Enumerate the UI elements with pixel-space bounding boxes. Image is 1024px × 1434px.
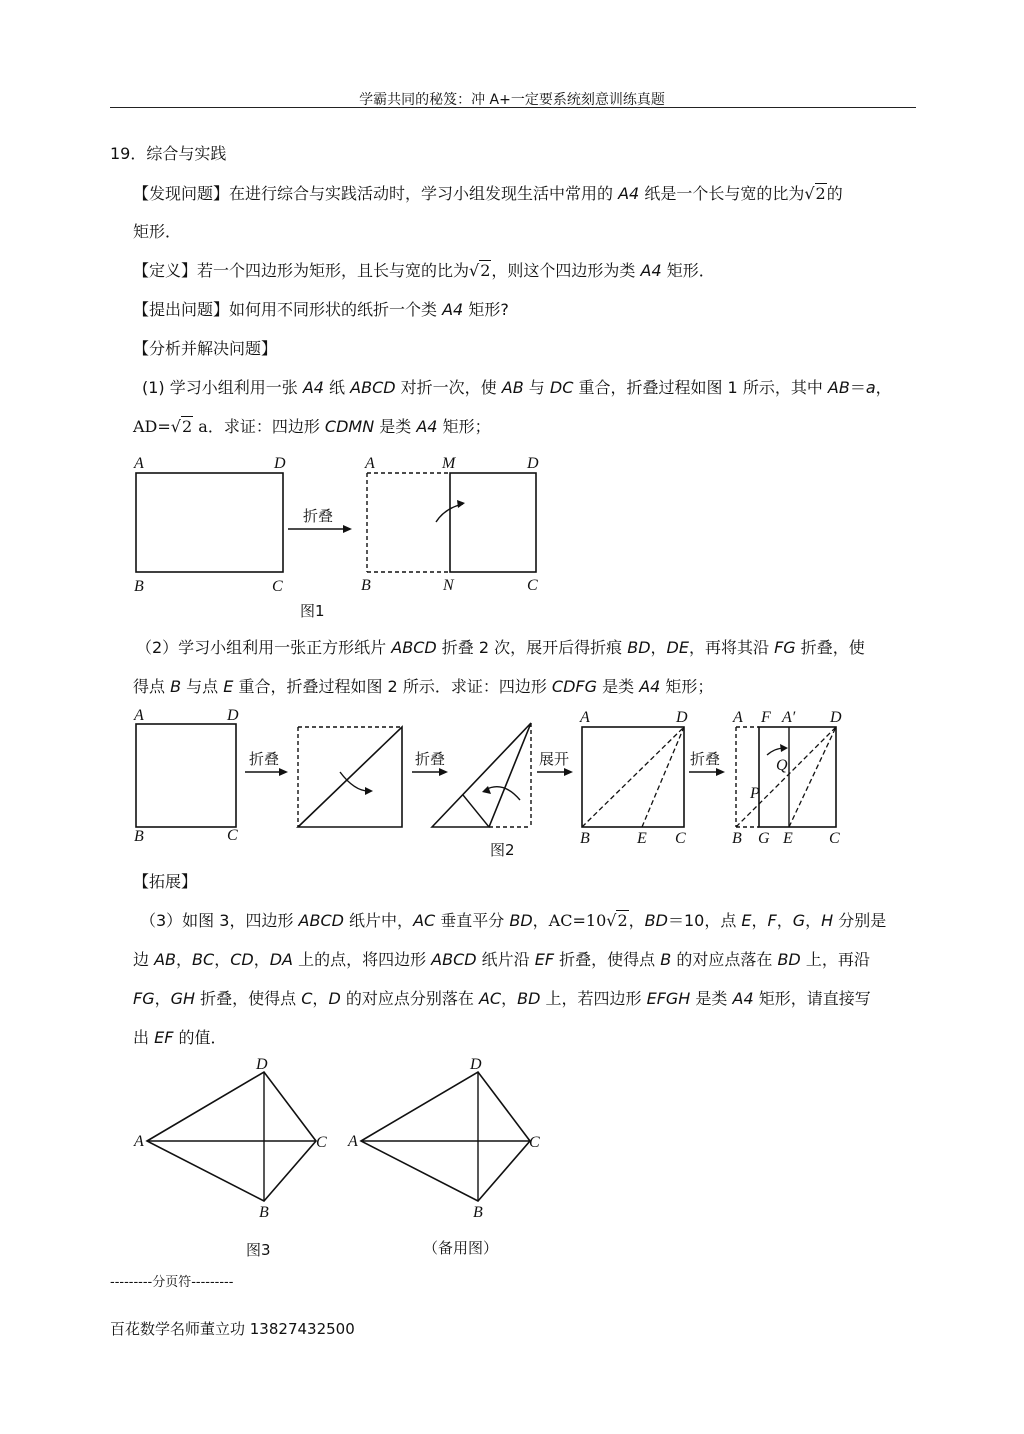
q3-text: ， [154,989,171,1008]
q1-text: 与 [523,378,550,397]
q3-text: 的对应点落在 [671,950,778,969]
math-a: a [193,417,208,436]
discover-text: 在进行综合与实践活动时，学习小组发现生活中常用的 [229,184,619,203]
fig2-label-a: A [134,707,144,724]
math-ab: AB [154,950,177,969]
definition-text: 若一个四边形为矩形，且长与宽的比为 [197,261,470,280]
q3-text: 的对应点分别落在 [340,989,479,1008]
q3-text: 上的点，将四边形 [292,950,432,969]
q3-text: ， [532,911,549,930]
q2-text: 是类 [597,677,640,696]
q2-text: 折叠 2 次，展开后得折痕 [436,638,628,657]
math-bd: BD [644,911,668,930]
math-fg: FG [774,638,796,657]
q3-text: 出 [133,1028,155,1047]
fig2-label-c3: C [829,830,840,847]
q3-text: ， [751,911,768,930]
sqrt-symbol: √2 [469,261,491,280]
discover-line-2: 矩形． [133,222,182,241]
fig2-final-crease-de [789,727,836,827]
fig1-caption: 图1 [300,602,325,620]
page-break-marker: ---------分页符--------- [110,1275,234,1290]
q3-text: 纸片沿 [476,950,535,969]
math-abcd: ABCD [391,638,437,657]
fig1-fold-arrowhead [457,500,465,508]
fig2-square [136,724,236,827]
definition-text: ，则这个四边形为类 [491,261,641,280]
fig3-caption: 图3 [246,1241,271,1259]
fig2-label-a-prime: A′ [782,709,796,726]
question-text: 如何用不同形状的纸折一个类 [229,300,443,319]
fig2-triangle-2 [432,723,531,827]
fig1-label-d: D [274,455,286,472]
q1-text: 重合，折叠过程如图 1 所示，其中 [573,378,828,397]
math-e: E [741,911,752,930]
question-text: 矩形? [463,300,509,319]
q3-line-4 [133,1027,227,1049]
math-ad: AD= [133,417,171,436]
fig1-arrowhead [343,525,352,533]
definition-label: 【定义】 [133,261,198,280]
fig2-label-a3: A [733,709,743,726]
math-abcd: ABCD [298,911,344,930]
page-header: 学霸共同的秘笈：冲 A+一定要系统刻意训练真题 [359,92,665,108]
fig2-fold-arrowhead-1 [365,787,373,795]
q1-text: 矩形； [437,417,491,436]
math-g: G [792,911,806,930]
q3-text: 是类 [690,989,733,1008]
fig2-label-b: B [134,828,144,845]
fig2-label-c: C [227,827,238,844]
definition-paragraph [133,260,715,282]
fig1-label-d2: D [527,455,539,472]
fig2-label-b3: B [732,830,742,847]
fig2-label-b2: B [580,830,590,847]
q3-text: 的值． [173,1028,227,1047]
q1-text: ， [875,378,892,397]
fig3-spare-label-b: B [473,1204,483,1221]
q2-text: 得点 [133,677,171,696]
discover-paragraph [133,183,843,205]
fig2-caption: 图2 [490,841,515,859]
math-de: DE [666,638,689,657]
math-cd: CD [230,950,254,969]
math-ef: EF [154,1028,174,1047]
math-fg: FG [133,989,155,1008]
fig2-fold-crease [463,795,489,827]
q1-text: 是类 [374,417,417,436]
fig3-spare-kite [361,1072,530,1201]
q3-text: 垂直平分 [435,911,510,930]
fig1-folded-rect [450,473,536,572]
math-efgh: EFGH [646,989,691,1008]
q3-text: 折叠，使得点 [195,989,302,1008]
q3-text: 上，若四边形 [540,989,647,1008]
q2-text: ， [650,638,667,657]
fig2-arrow-label-2: 折叠 [415,750,446,768]
fig2-final-rect [759,727,836,827]
fig2-label-a2: A [580,709,590,726]
q3-text: 上，再沿 [800,950,870,969]
sqrt-symbol: √2 [170,417,193,436]
fig2-label-c2: C [675,830,686,847]
q3-text: ， [312,989,329,1008]
discover-text: 的 [826,184,843,203]
fig2-label-e2: E [783,830,793,847]
q1-text: 对折一次，使 [395,378,502,397]
q2-text: 与点 [181,677,224,696]
q1-text: ＝ [849,378,866,397]
fig2-crease-de [642,727,684,827]
figure-2 [125,700,855,862]
page-footer: 百花数学名师董立功 13827432500 [110,1320,355,1338]
question-paragraph [133,299,509,321]
math-gh: GH [170,989,196,1008]
q3-text: ， [214,950,231,969]
q1-line-2 [133,416,491,438]
q3-text: ， [628,911,645,930]
fig2-crease-bd [582,727,684,827]
q3-line-2 [133,949,870,971]
fig3-label-b: B [259,1204,269,1221]
sqrt-symbol: √2 [606,911,628,930]
fig3-label-d: D [256,1056,268,1073]
fig1-label-c2: C [527,577,538,594]
header-divider [110,107,916,108]
a4-term: A4 [732,989,754,1008]
q2-text: （2）学习小组利用一张正方形纸片 [136,638,392,657]
math-ac: AC [478,989,502,1008]
fig2-label-f: F [761,709,771,726]
math-b: B [170,677,182,696]
q2-line-2 [133,676,713,698]
fig2-label-d: D [227,707,239,724]
q3-text: ， [501,989,518,1008]
math-b: B [660,950,672,969]
q3-text: ， [176,950,193,969]
math-a: a [865,378,876,397]
math-abcd: ABCD [350,378,396,397]
q3-line-1 [140,910,886,932]
fig2-label-q: Q [776,757,788,774]
q2-text: 重合，折叠过程如图 2 所示．求证：四边形 [233,677,552,696]
math-f: F [767,911,777,930]
q3-line-3 [133,988,871,1010]
extend-label: 【拓展】 [133,872,198,891]
q2-text: 折叠，使 [795,638,865,657]
math-cdfg: CDFG [551,677,597,696]
fig2-label-d3: D [830,709,842,726]
a4-term: A4 [618,184,640,203]
math-ab: AB [827,378,850,397]
math-cdmn: CDMN [324,417,375,436]
a4-term: A4 [442,300,464,319]
math-bd: BD [777,950,801,969]
fig2-label-e: E [637,830,647,847]
math-dc: DC [549,378,574,397]
fig1-rectangle [136,473,283,572]
figure-3 [125,1055,555,1265]
q3-text: 纸片中， [343,911,414,930]
fig2-label-p: P [750,785,760,802]
fig3-spare-label-d: D [470,1056,482,1073]
fig1-label-c: C [272,578,283,595]
math-ac-eq: AC=10 [548,911,607,930]
math-ac: AC [413,911,436,930]
q1-text: 纸 [323,378,351,397]
math-c: C [301,989,313,1008]
math-d: D [328,989,341,1008]
question-label: 【提出问题】 [133,300,230,319]
fig2-final-arrowhead [780,744,788,752]
fig2-final-crease-bd [736,727,836,827]
q1-text: ．求证：四边形 [207,417,325,436]
figure-1 [125,450,555,622]
a4-term: A4 [640,261,662,280]
definition-text: 矩形． [661,261,715,280]
fig1-label-b2: B [361,577,371,594]
q3-text: 分别是 [833,911,887,930]
math-bc: BC [192,950,215,969]
fig2-arrow-label-1: 折叠 [249,750,280,768]
fig2-arrowhead-3 [564,768,573,776]
q1-line-1 [142,377,892,399]
fig1-label-n: N [443,577,454,594]
a4-term: A4 [639,677,661,696]
fig1-label-m: M [442,455,456,472]
fig3-kite [147,1072,316,1201]
fig2-arrow-label-3: 展开 [539,750,570,768]
fig2-arrowhead-2 [439,768,448,776]
fig1-label-b: B [134,578,144,595]
math-h: H [821,911,834,930]
math-da: DA [269,950,293,969]
fig1-label-a: A [134,455,144,472]
fig3-spare-label-c: C [529,1134,540,1151]
q2-text: 矩形； [660,677,714,696]
fig2-triangle-1 [298,727,402,827]
fig1-arrow-label: 折叠 [303,507,334,525]
q3-text: 折叠，使得点 [554,950,661,969]
q3-text: ， [776,911,793,930]
fig2-label-g: G [758,830,770,847]
q3-text: 矩形，请直接写 [753,989,871,1008]
fig2-arrowhead-4 [716,768,725,776]
analysis-label: 【分析并解决问题】 [133,339,278,358]
math-e: E [223,677,234,696]
fig2-arrowhead-1 [279,768,288,776]
discover-label: 【发现问题】 [133,184,230,203]
problem-title: 19．综合与实践 [110,144,227,163]
fig3-label-a: A [134,1133,144,1150]
fig2-label-d2: D [676,709,688,726]
math-ef: EF [534,950,555,969]
math-bd: BD [627,638,651,657]
fig3-label-c: C [316,1134,327,1151]
discover-text: 纸是一个长与宽的比为 [639,184,805,203]
math-ab: AB [501,378,524,397]
fig2-arrow-label-4: 折叠 [690,750,721,768]
q2-text: ，再将其沿 [688,638,775,657]
fig1-label-a2: A [365,455,375,472]
q3-text: ， [253,950,270,969]
q3-text: 边 [133,950,155,969]
q2-line-1 [136,637,865,659]
a4-term: A4 [302,378,324,397]
q1-text: (1) 学习小组利用一张 [142,378,303,397]
sqrt-symbol: √2 [804,184,826,203]
q3-text: （3）如图 3，四边形 [140,911,299,930]
math-abcd: ABCD [431,950,477,969]
math-bd: BD [509,911,533,930]
q3-text: ， [805,911,822,930]
fig3-spare-caption: （备用图） [423,1239,499,1257]
math-bd: BD [517,989,541,1008]
q3-text: ＝10，点 [667,911,742,930]
a4-term: A4 [416,417,438,436]
fig3-spare-label-a: A [348,1133,358,1150]
